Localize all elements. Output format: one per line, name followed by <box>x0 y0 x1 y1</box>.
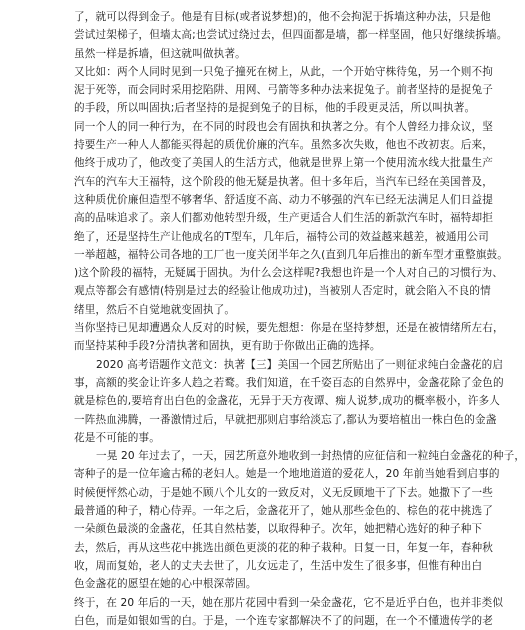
text-line: 收，周而复始，老人的丈夫去世了，儿女远走了，生活中发生了很多事，但惟有种出白 <box>74 559 483 572</box>
text-line: 同一个人的同一种行为，在不同的时段也会有固执和执著之分。有个人曾经力排众议，坚 <box>74 120 494 133</box>
text-line: 持要生产一种人人都能买得起的质优价廉的汽车。虽然多次失败，他也不改初衷。后来， <box>74 139 494 152</box>
text-line: 白色，而是如银如雪的白。于是，一个连专家都解决不了的问题，在一个不懂遗传学的老 <box>74 614 494 627</box>
text-line: 事，高额的奖金让许多人趋之若鹜。我们知道，在千姿百态的自然界中，金盏花除了金色的 <box>74 376 504 389</box>
text-line: 最普通的种子，精心侍弄。一年之后，金盏花开了，她从那些金色的、棕色的花中挑选了 <box>74 505 494 518</box>
text-line: 一举超越，福特公司各地的工厂也一度关闭半年之久(直到几年后推出的新车型才重整旗鼓。 <box>74 248 509 261</box>
text-line: 尝试过架梯子，但墙太高;也尝试过绕过去，但四面都是墙，都一样坚固，他只好继续拆墙。 <box>74 29 508 42</box>
text-line: 又比如：两个人同时见到一只兔子撞死在树上，从此，一个开始守株待兔，另一个则不拘 <box>74 65 494 78</box>
text-line: 泥于死等，而会同时采用挖陷阱、用网、弓箭等多种办法来捉兔子。前者坚持的是捉兔子 <box>74 84 494 97</box>
text-line: 绪里，然后不自觉地就变固执了。 <box>74 303 236 316</box>
text-line: 高的品味追求了。亲人们都劝他转型升级，生产更适合人们生活的新款汽车时，福特却拒 <box>74 212 494 225</box>
text-line: 色金盏花的愿望在她的心中根深蒂固。 <box>74 578 257 591</box>
text-line: 一阵热血沸腾，一番激情过后，早就把那则启事给淡忘了,都认为要培植出一株白色的金盏 <box>74 413 497 426</box>
text-line: 就是棕色的,要培育出白色的金盏花，无异于天方夜谭、痴人说梦,成功的概率极小，许多人 <box>74 395 501 408</box>
text-line: 一朵颜色最淡的金盏花，任其自然枯萎，以取得种子。次年，她把精心选好的种子种下 <box>74 523 483 536</box>
text-line: 汽车的汽车大王福特，这个阶段的他无疑是执著。但十多年后，当汽车已经在美国普及， <box>74 175 494 188</box>
text-line: 虽然一样是拆墙，但这就叫做执著。 <box>74 47 246 60</box>
text-line: 的手段，所以叫固执;后者坚持的是捉到兔子的目标，他的手段更灵活，所以叫执著。 <box>74 102 476 115</box>
text-line: 观点等都会有感情(特别是过去的经验让他成功过)，当被别人否定时，就会陷入不良的情 <box>74 285 491 298</box>
text-line: 时候便怦然心动，于是她不顾八个儿女的一致反对，义无反顾地干了下去。她撒下了一些 <box>74 486 494 499</box>
text-line: 他终于成功了，他改变了美国人的生活方式，他就是世界上第一个使用流水线大批量生产 <box>74 157 494 170</box>
text-line: 一晃 20 年过去了，一天，园艺所意外地收到一封热情的应征信和一粒纯白金盏花的种子， <box>96 450 525 463</box>
text-line: 而坚持某种手段?分清执著和固执，更有助于你做出正确的选择。 <box>74 340 381 353</box>
text-line: 2020 高考语题作文范文：执著【三】美国一个园艺所贴出了一则征求纯白金盏花的启 <box>96 358 504 371</box>
text-line: )这个阶段的福特，无疑属于固执。为什么会这样呢?我想也许是一个人对自己的习惯行为、 <box>74 267 504 280</box>
text-line: 去，然后，再从这些花中挑选出颜色更淡的花的种子栽种。日复一日，年复一年，春种秋 <box>74 541 494 554</box>
text-line: 当你坚持已见却遭遇众人反对的时候，要先想想：你是在坚持梦想，还是在被情绪所左右， <box>74 322 504 335</box>
text-line: 花是不可能的事。 <box>74 431 160 444</box>
text-line: 了，就可以得到金子。他是有目标(或者说梦想)的，他不会拘泥于拆墙这种办法，只是他 <box>74 11 491 23</box>
text-line: 这种质优价廉但造型不够奢华、舒适度不高、动力不够强的汽车已经无法满足人们日益提 <box>74 193 494 206</box>
text-line: 寄种子的是一位年逾古稀的老妇人。她是一个地地道道的爱花人，20 年前当她看到启事的 <box>74 468 500 481</box>
text-line: 终于，在 20 年后的一天，她在那片花园中看到一朵金盏花，它不是近乎白色，也并非类似 <box>74 596 504 609</box>
text-line: 绝了，还是坚持生产让他成名的T型车，几年后，福特公司的效益越来越差，被通用公司 <box>74 230 489 243</box>
